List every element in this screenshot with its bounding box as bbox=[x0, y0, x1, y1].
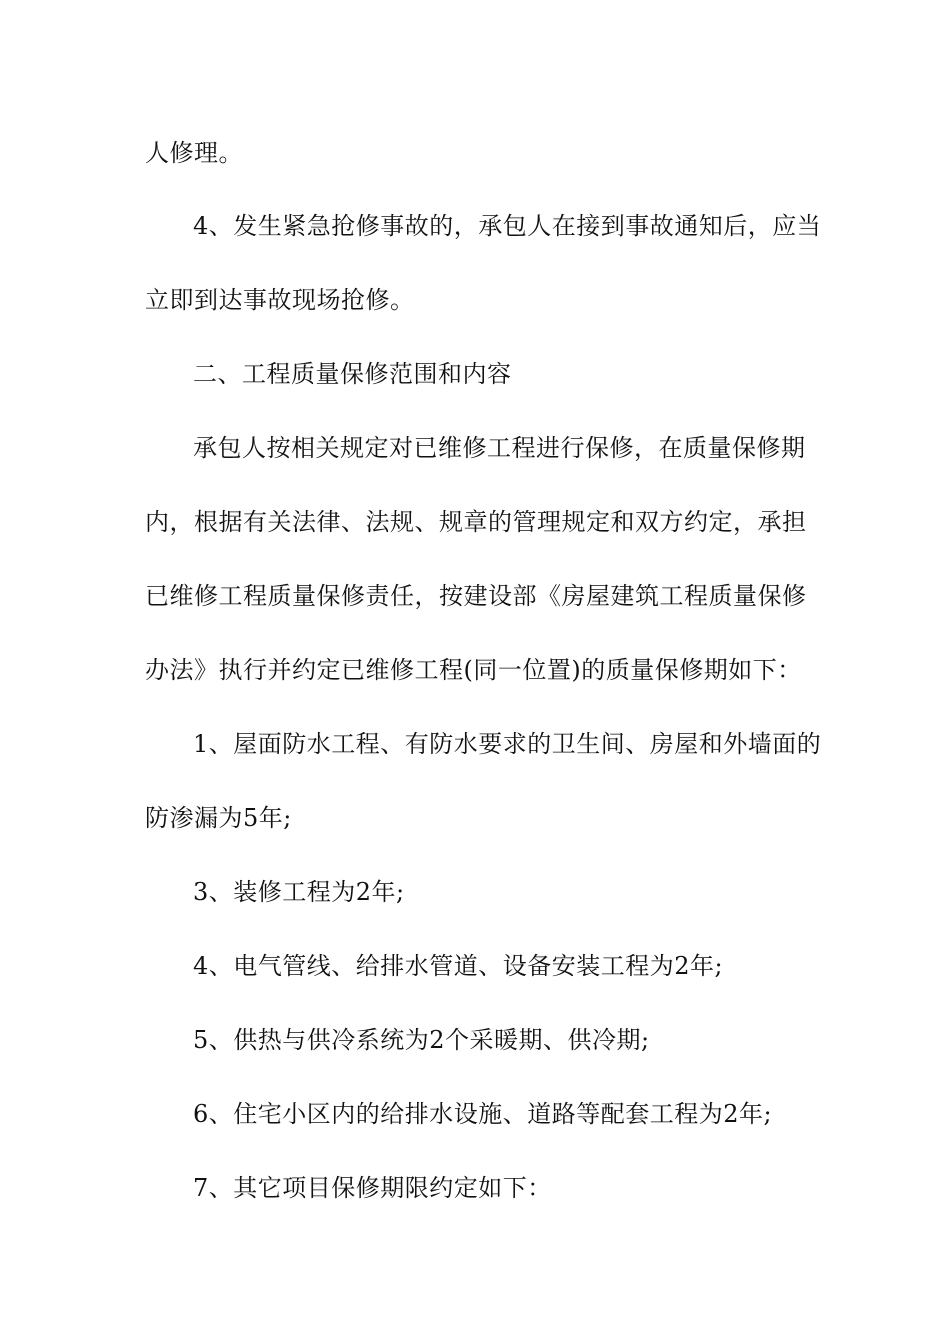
list-item-7: 7、其它项目保修期限约定如下： bbox=[193, 1174, 552, 1202]
paragraph-line-2: 内，根据有关法律、法规、规章的管理规定和双方约定，承担 bbox=[145, 508, 807, 536]
list-item-1-cont: 防渗漏为5年; bbox=[145, 804, 292, 832]
paragraph-line-1: 承包人按相关规定对已维修工程进行保修，在质量保修期 bbox=[193, 434, 806, 462]
list-item-3: 3、装修工程为2年; bbox=[193, 878, 405, 906]
text-line-item-4: 4、发生紧急抢修事故的，承包人在接到事故通知后，应当 bbox=[193, 212, 822, 240]
text-line-item-4-cont: 立即到达事故现场抢修。 bbox=[145, 286, 415, 314]
text-line-continuation: 人修理。 bbox=[145, 139, 243, 167]
paragraph-line-3: 已维修工程质量保修责任，按建设部《房屋建筑工程质量保修 bbox=[145, 582, 807, 610]
list-item-5: 5、供热与供冷系统为2个采暖期、供冷期; bbox=[193, 1026, 650, 1054]
paragraph-line-4: 办法》执行并约定已维修工程(同一位置)的质量保修期如下： bbox=[145, 656, 802, 684]
list-item-6: 6、住宅小区内的给排水设施、道路等配套工程为2年; bbox=[193, 1100, 773, 1128]
section-heading: 二、工程质量保修范围和内容 bbox=[193, 360, 512, 388]
list-item-4: 4、电气管线、给排水管道、设备安装工程为2年; bbox=[193, 952, 724, 980]
list-item-1: 1、屋面防水工程、有防水要求的卫生间、房屋和外墙面的 bbox=[193, 730, 822, 758]
